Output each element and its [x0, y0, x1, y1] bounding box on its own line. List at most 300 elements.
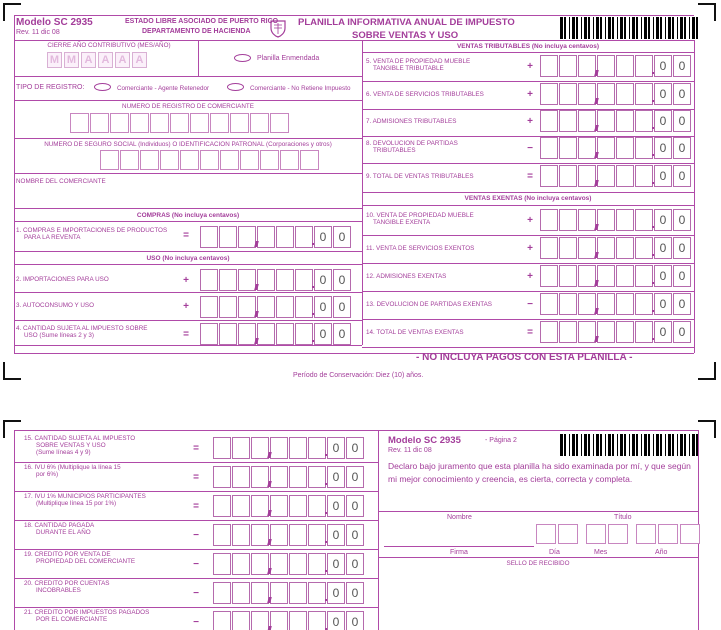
amount-digit-cell[interactable]	[213, 611, 231, 630]
amount-digit-cell[interactable]	[213, 495, 231, 517]
line-17-label: 17. IVU 1% MUNICIPIOS PARTICIPANTES (Multiplique línea 15 por 1%)	[24, 493, 146, 507]
amount-digit-cell[interactable]	[257, 323, 275, 345]
amount-digit-cell[interactable]	[289, 437, 307, 459]
amount-digit-cell[interactable]	[295, 296, 313, 318]
amount-digit-cell[interactable]	[616, 55, 634, 77]
decimal-dot	[312, 313, 314, 315]
line-12-operator: +	[527, 271, 533, 282]
barcode-bar	[684, 17, 686, 39]
amount-digit-cell[interactable]	[270, 582, 288, 604]
line-3-operator: +	[183, 301, 189, 312]
line-5-label: 5. VENTA DE PROPIEDAD MUEBLE TANGIBLE TRIBUTABLE	[366, 58, 471, 72]
barcode-bar	[600, 17, 602, 39]
line-9-operator: =	[527, 171, 533, 182]
barcode-bar	[656, 17, 659, 39]
amount-digit-cell[interactable]	[635, 237, 653, 259]
line-12-amount[interactable]	[540, 265, 692, 287]
amount-zero-digit: 0	[319, 273, 327, 287]
amount-zero-digit: 0	[332, 586, 340, 600]
amount-digit-cell[interactable]	[238, 296, 256, 318]
amount-digit-cell[interactable]	[635, 137, 653, 159]
decimal-dot	[652, 338, 654, 340]
date-digit-cell[interactable]	[636, 524, 656, 544]
barcode-bar	[605, 434, 606, 456]
char-cell[interactable]	[200, 150, 219, 170]
barcode-bar	[660, 17, 662, 39]
char-cell[interactable]	[240, 150, 259, 170]
amount-digit-cell[interactable]	[289, 495, 307, 517]
barcode-bar	[672, 17, 674, 39]
amount-digit-cell[interactable]	[578, 83, 596, 105]
decimal-dot	[325, 483, 327, 485]
barcode-bar	[620, 434, 623, 456]
amount-digit-cell[interactable]	[578, 55, 596, 77]
num-registro-label: NUMERO DE REGISTRO DE COMERCIANTE	[122, 103, 254, 110]
amount-digit-cell[interactable]	[578, 265, 596, 287]
amount-digit-cell[interactable]	[308, 582, 326, 604]
amount-digit-cell[interactable]	[308, 466, 326, 488]
line-16-label: 16. IVU 6% (Multiplique la línea 15 por 6%)	[24, 464, 121, 478]
ssn-input[interactable]	[100, 150, 340, 171]
char-cell[interactable]	[300, 150, 319, 170]
line-14-label: 14. TOTAL DE VENTAS EXENTAS	[366, 329, 464, 336]
line-4-amount[interactable]	[200, 323, 352, 345]
line-15-label: 15. CANTIDAD SUJETA AL IMPUESTO SOBRE VENTAS Y USO (Sume líneas 4 y 9)	[24, 435, 136, 456]
line-9-label: 9. TOTAL DE VENTAS TRIBUTABLES	[366, 173, 474, 180]
amount-digit-cell[interactable]	[295, 323, 313, 345]
line-17-operator: =	[193, 501, 199, 512]
corner-mark-tl-p2	[3, 420, 21, 438]
amount-digit-cell[interactable]	[540, 110, 558, 132]
cierre-input[interactable]	[47, 52, 167, 70]
amended-label: Planilla Enmendada	[257, 55, 320, 62]
line-19-operator: −	[193, 559, 199, 570]
char-cell[interactable]	[150, 113, 169, 133]
barcode-bar	[684, 434, 686, 456]
firma-label: Firma	[450, 549, 468, 556]
amount-digit-cell[interactable]	[219, 269, 237, 291]
date-input[interactable]	[536, 524, 696, 546]
amount-digit-cell[interactable]	[578, 237, 596, 259]
barcode-bar	[644, 434, 647, 456]
amount-digit-cell[interactable]	[597, 137, 615, 159]
amount-digit-cell[interactable]	[308, 524, 326, 546]
amount-digit-cell[interactable]	[597, 110, 615, 132]
amount-digit-cell[interactable]	[559, 293, 577, 315]
line-2-amount[interactable]	[200, 269, 352, 291]
date-digit-cell[interactable]	[658, 524, 678, 544]
amount-digit-cell[interactable]	[270, 437, 288, 459]
barcode-bar	[600, 434, 602, 456]
amount-digit-cell[interactable]	[200, 296, 218, 318]
line-6-amount[interactable]	[540, 83, 692, 105]
amount-zero-digit: 0	[659, 269, 667, 283]
page-2	[0, 418, 721, 630]
barcode-bar	[656, 434, 659, 456]
barcode-bar	[564, 434, 566, 456]
amount-digit-cell[interactable]	[295, 269, 313, 291]
amount-digit-cell[interactable]	[308, 553, 326, 575]
amount-digit-cell[interactable]	[232, 582, 250, 604]
amount-digit-cell[interactable]	[597, 209, 615, 231]
barcode-bar	[576, 434, 578, 456]
char-cell[interactable]	[160, 150, 179, 170]
decimal-dot	[652, 254, 654, 256]
amount-digit-cell[interactable]	[308, 611, 326, 630]
amount-digit-cell[interactable]	[540, 137, 558, 159]
amount-digit-cell[interactable]	[251, 495, 269, 517]
amount-digit-cell[interactable]	[597, 265, 615, 287]
amount-zero-digit: 0	[351, 586, 359, 600]
barcode-bar	[560, 17, 563, 39]
amount-digit-cell[interactable]	[232, 466, 250, 488]
line-9-amount[interactable]	[540, 165, 692, 187]
line-11-amount[interactable]	[540, 237, 692, 259]
amount-digit-cell[interactable]	[276, 323, 294, 345]
char-cell[interactable]	[250, 113, 269, 133]
amount-digit-cell[interactable]	[616, 265, 634, 287]
char-cell[interactable]	[130, 113, 149, 133]
amount-digit-cell[interactable]	[232, 437, 250, 459]
amount-digit-cell[interactable]	[635, 265, 653, 287]
amount-digit-cell[interactable]	[270, 553, 288, 575]
line-8-amount[interactable]	[540, 137, 692, 159]
amount-zero-digit: 0	[659, 169, 667, 183]
amount-digit-cell[interactable]	[200, 226, 218, 248]
amount-digit-cell[interactable]	[559, 83, 577, 105]
line-13-amount[interactable]	[540, 293, 692, 315]
amount-digit-cell[interactable]	[251, 582, 269, 604]
amount-digit-cell[interactable]	[276, 296, 294, 318]
date-digit-cell[interactable]	[558, 524, 578, 544]
char-cell[interactable]	[220, 150, 239, 170]
amount-zero-digit: 0	[678, 87, 686, 101]
line-10-amount[interactable]	[540, 209, 692, 231]
amount-zero-digit: 0	[338, 327, 346, 341]
amount-digit-cell[interactable]	[616, 321, 634, 343]
barcode-bar	[665, 434, 666, 456]
amount-digit-cell[interactable]	[276, 226, 294, 248]
amount-digit-cell[interactable]	[616, 110, 634, 132]
barcode-bar	[629, 17, 630, 39]
char-cell[interactable]	[190, 113, 209, 133]
amount-digit-cell[interactable]	[270, 495, 288, 517]
barcode-bar	[569, 434, 570, 456]
amount-digit-cell[interactable]	[540, 321, 558, 343]
amended-oval-checkbox[interactable]	[234, 54, 251, 62]
amount-digit-cell[interactable]	[578, 293, 596, 315]
amount-digit-cell[interactable]	[251, 611, 269, 630]
amount-digit-cell[interactable]	[635, 209, 653, 231]
amount-digit-cell[interactable]	[616, 293, 634, 315]
char-cell[interactable]	[230, 113, 249, 133]
amount-digit-cell[interactable]	[540, 293, 558, 315]
ano-label: Año	[655, 549, 668, 556]
amount-digit-cell[interactable]	[597, 321, 615, 343]
line-1-amount[interactable]	[200, 226, 352, 248]
amount-digit-cell[interactable]	[616, 165, 634, 187]
amount-zero-digit: 0	[659, 87, 667, 101]
amount-digit-cell[interactable]	[578, 137, 596, 159]
line-5-operator: +	[527, 61, 533, 72]
amount-digit-cell[interactable]	[251, 466, 269, 488]
barcode-bar	[593, 17, 594, 39]
line-3-amount[interactable]	[200, 296, 352, 318]
line-15-amount[interactable]	[213, 437, 365, 459]
char-cell[interactable]	[70, 113, 89, 133]
amount-digit-cell[interactable]	[559, 321, 577, 343]
barcode	[560, 17, 700, 39]
amount-digit-cell[interactable]	[559, 137, 577, 159]
amount-zero-digit: 0	[332, 499, 340, 513]
amount-digit-cell[interactable]	[251, 437, 269, 459]
barcode-bar	[564, 17, 566, 39]
amount-digit-cell[interactable]	[200, 269, 218, 291]
amount-digit-cell[interactable]	[616, 209, 634, 231]
amount-digit-cell[interactable]	[219, 323, 237, 345]
amount-digit-cell[interactable]	[616, 137, 634, 159]
decimal-dot	[312, 340, 314, 342]
amount-digit-cell[interactable]	[238, 323, 256, 345]
agency-line-2: DEPARTAMENTO DE HACIENDA	[142, 28, 251, 35]
line-18-operator: −	[193, 530, 199, 541]
amount-digit-cell[interactable]	[213, 437, 231, 459]
registro-opt2-oval-checkbox[interactable]	[227, 83, 244, 91]
cierre-label: CIERRE AÑO CONTRIBUTIVO (MES/AÑO)	[47, 42, 171, 49]
amount-digit-cell[interactable]	[578, 165, 596, 187]
cierre-char-3: A	[81, 52, 96, 68]
amount-digit-cell[interactable]	[251, 524, 269, 546]
barcode-bar	[672, 434, 674, 456]
amount-zero-digit: 0	[332, 470, 340, 484]
amount-digit-cell[interactable]	[635, 55, 653, 77]
amount-zero-digit: 0	[678, 213, 686, 227]
line-16-amount[interactable]	[213, 466, 365, 488]
barcode-bar	[605, 17, 606, 39]
line-18-amount[interactable]	[213, 524, 365, 546]
barcode-bar	[636, 434, 638, 456]
amount-digit-cell[interactable]	[257, 296, 275, 318]
date-digit-cell[interactable]	[680, 524, 700, 544]
line-18-label: 18. CANTIDAD PAGADA DURANTE EL AÑO	[24, 522, 95, 536]
no-payments-notice: - NO INCLUYA PAGOS CON ESTA PLANILLA -	[416, 352, 633, 363]
amount-digit-cell[interactable]	[219, 296, 237, 318]
amount-zero-digit: 0	[659, 325, 667, 339]
line-8-label: 8. DEVOLUCION DE PARTIDAS TRIBUTABLES	[366, 140, 458, 154]
date-digit-cell[interactable]	[586, 524, 606, 544]
decimal-dot	[325, 599, 327, 601]
barcode-bar	[653, 434, 654, 456]
amount-digit-cell[interactable]	[213, 466, 231, 488]
registro-tipo-label: TIPO DE REGISTRO:	[16, 84, 85, 91]
amount-digit-cell[interactable]	[232, 611, 250, 630]
char-cell[interactable]	[270, 113, 289, 133]
amount-digit-cell[interactable]	[308, 437, 326, 459]
amount-digit-cell[interactable]	[559, 209, 577, 231]
amount-digit-cell[interactable]	[289, 611, 307, 630]
amount-digit-cell[interactable]	[213, 524, 231, 546]
amount-digit-cell[interactable]	[635, 83, 653, 105]
char-cell[interactable]	[140, 150, 159, 170]
line-14-amount[interactable]	[540, 321, 692, 343]
decimal-dot	[652, 310, 654, 312]
char-cell[interactable]	[180, 150, 199, 170]
amount-digit-cell[interactable]	[295, 226, 313, 248]
barcode-bar	[648, 17, 650, 39]
amount-zero-digit: 0	[319, 230, 327, 244]
amount-digit-cell[interactable]	[289, 553, 307, 575]
registro-opt2-label: Comerciante - No Retiene Impuesto	[250, 85, 351, 92]
amount-digit-cell[interactable]	[270, 611, 288, 630]
amount-digit-cell[interactable]	[578, 321, 596, 343]
barcode-bar	[581, 434, 582, 456]
amount-digit-cell[interactable]	[257, 226, 275, 248]
barcode-bar	[696, 17, 698, 39]
line-7-amount[interactable]	[540, 110, 692, 132]
amount-digit-cell[interactable]	[251, 553, 269, 575]
amount-digit-cell[interactable]	[308, 495, 326, 517]
barcode-bar	[644, 17, 647, 39]
amount-digit-cell[interactable]	[213, 553, 231, 575]
line-17-amount[interactable]	[213, 495, 365, 517]
amount-digit-cell[interactable]	[597, 83, 615, 105]
amount-digit-cell[interactable]	[276, 269, 294, 291]
amount-digit-cell[interactable]	[540, 237, 558, 259]
amount-zero-digit: 0	[332, 441, 340, 455]
amount-digit-cell[interactable]	[559, 265, 577, 287]
amount-digit-cell[interactable]	[559, 165, 577, 187]
amount-digit-cell[interactable]	[635, 293, 653, 315]
amount-digit-cell[interactable]	[616, 83, 634, 105]
amount-digit-cell[interactable]	[289, 466, 307, 488]
decimal-dot	[652, 127, 654, 129]
amount-digit-cell[interactable]	[559, 110, 577, 132]
amount-zero-digit: 0	[659, 114, 667, 128]
amount-digit-cell[interactable]	[289, 524, 307, 546]
line-19-label: 19. CREDITO POR VENTA DE PROPIEDAD DEL COMERCIANTE	[24, 551, 136, 565]
cierre-char-6: A	[132, 52, 147, 68]
line-11-operator: +	[527, 243, 533, 254]
amount-zero-digit: 0	[659, 297, 667, 311]
amount-zero-digit: 0	[678, 114, 686, 128]
amount-zero-digit: 0	[659, 241, 667, 255]
amount-digit-cell[interactable]	[540, 165, 558, 187]
char-cell[interactable]	[280, 150, 299, 170]
barcode-bar	[584, 434, 587, 456]
line-21-amount[interactable]	[213, 611, 365, 630]
cierre-char-5: A	[115, 52, 130, 68]
amount-zero-digit: 0	[678, 325, 686, 339]
amount-digit-cell[interactable]	[270, 524, 288, 546]
amount-digit-cell[interactable]	[616, 237, 634, 259]
decimal-dot	[652, 72, 654, 74]
char-cell[interactable]	[210, 113, 229, 133]
amount-digit-cell[interactable]	[540, 209, 558, 231]
cierre-char-2: M	[64, 52, 79, 68]
line-13-label: 13. DEVOLUCION DE PARTIDAS EXENTAS	[366, 301, 492, 308]
amount-digit-cell[interactable]	[200, 323, 218, 345]
amount-digit-cell[interactable]	[289, 582, 307, 604]
amount-digit-cell[interactable]	[232, 553, 250, 575]
amount-zero-digit: 0	[332, 615, 340, 629]
decimal-dot	[312, 243, 314, 245]
amount-zero-digit: 0	[678, 297, 686, 311]
line-4-operator: =	[183, 329, 189, 340]
line-20-operator: −	[193, 588, 199, 599]
barcode-bar	[608, 434, 611, 456]
barcode-bar	[641, 17, 642, 39]
line-2-operator: +	[183, 275, 189, 286]
char-cell[interactable]	[120, 150, 139, 170]
amount-digit-cell[interactable]	[559, 237, 577, 259]
line-5-amount[interactable]	[540, 55, 692, 77]
num-registro-input[interactable]	[70, 113, 290, 134]
cierre-char-1: M	[47, 52, 62, 68]
amount-digit-cell[interactable]	[635, 321, 653, 343]
amount-digit-cell[interactable]	[578, 209, 596, 231]
declaration-text: Declaro bajo juramento que esta planilla ha sido examinada por mí, y que según mi mejor conocimiento y creencia, es cierta, correcta y completa.	[388, 461, 691, 484]
barcode-bar	[608, 17, 611, 39]
decimal-dot	[652, 154, 654, 156]
barcode-bar	[581, 17, 582, 39]
amount-digit-cell[interactable]	[540, 83, 558, 105]
amount-digit-cell[interactable]	[257, 269, 275, 291]
date-digit-cell[interactable]	[608, 524, 628, 544]
barcode-bar	[612, 434, 614, 456]
date-digit-cell[interactable]	[536, 524, 556, 544]
amount-digit-cell[interactable]	[540, 55, 558, 77]
amount-digit-cell[interactable]	[559, 55, 577, 77]
amount-digit-cell[interactable]	[219, 226, 237, 248]
char-cell[interactable]	[100, 150, 119, 170]
char-cell[interactable]	[170, 113, 189, 133]
line-19-amount[interactable]	[213, 553, 365, 575]
line-10-operator: +	[527, 215, 533, 226]
amount-digit-cell[interactable]	[540, 265, 558, 287]
registro-opt1-oval-checkbox[interactable]	[94, 83, 111, 91]
barcode-bar	[692, 17, 695, 39]
amount-digit-cell[interactable]	[270, 466, 288, 488]
amount-digit-cell[interactable]	[597, 237, 615, 259]
amount-digit-cell[interactable]	[238, 226, 256, 248]
exentas-header: VENTAS EXENTAS (No incluya centavos)	[464, 195, 592, 202]
line-20-amount[interactable]	[213, 582, 365, 604]
barcode-bar	[689, 434, 690, 456]
amount-digit-cell[interactable]	[232, 524, 250, 546]
amount-zero-digit: 0	[678, 269, 686, 283]
corner-mark-tr-p2	[698, 420, 716, 438]
amount-digit-cell[interactable]	[238, 269, 256, 291]
amount-digit-cell[interactable]	[597, 165, 615, 187]
amount-digit-cell[interactable]	[232, 495, 250, 517]
amount-zero-digit: 0	[338, 300, 346, 314]
titulo-label: Título	[614, 514, 632, 521]
amount-digit-cell[interactable]	[597, 293, 615, 315]
char-cell[interactable]	[90, 113, 109, 133]
barcode-bar	[596, 434, 599, 456]
amount-digit-cell[interactable]	[578, 110, 596, 132]
char-cell[interactable]	[260, 150, 279, 170]
amount-digit-cell[interactable]	[635, 110, 653, 132]
amount-zero-digit: 0	[351, 441, 359, 455]
amount-digit-cell[interactable]	[597, 55, 615, 77]
amount-digit-cell[interactable]	[635, 165, 653, 187]
decimal-dot	[652, 100, 654, 102]
line-1-label: 1. COMPRAS E IMPORTACIONES DE PRODUCTOS PARA LA REVENTA	[16, 227, 168, 241]
amount-digit-cell[interactable]	[213, 582, 231, 604]
line-4-label: 4. CANTIDAD SUJETA AL IMPUESTO SOBRE USO (Sume líneas 2 y 3)	[16, 325, 148, 339]
char-cell[interactable]	[110, 113, 129, 133]
